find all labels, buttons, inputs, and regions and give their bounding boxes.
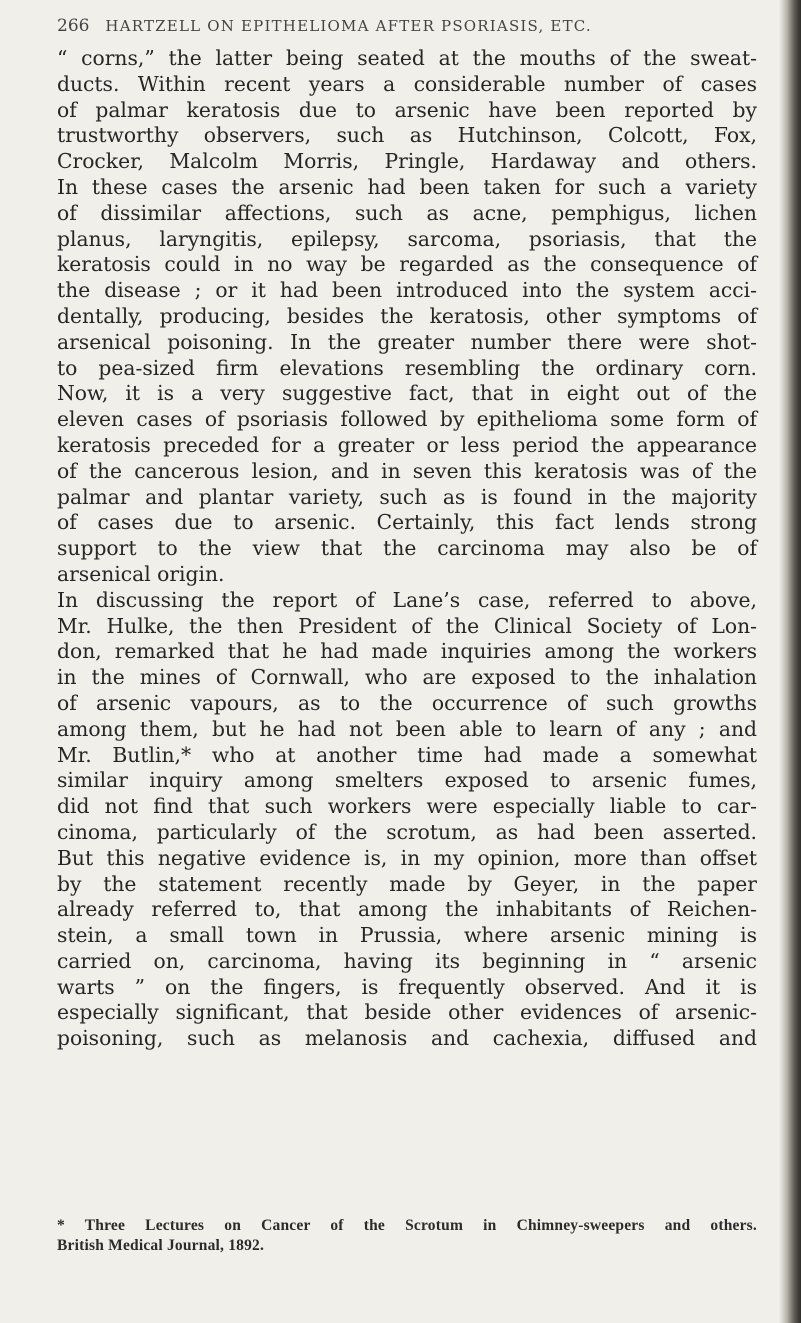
running-header [57,16,757,36]
text-line: of palmar keratosis due to arsenic have been reported by [57,97,757,122]
text-line: carried on, carcinoma, having its beginning in “ arsenic [57,948,757,973]
text-line: warts ” on the fingers, is frequently observed. And it is [57,974,757,999]
text-line: of cases due to arsenic. Certainly, this fact lends strong [57,510,757,535]
text-line: the disease ; or it had been introduced into the system acci- [57,278,757,303]
text-line: In discussing the report of Lane’s case, referred to above, [57,587,757,612]
text-line: arsenical poisoning. In the greater number there were shot- [57,329,757,354]
footnote [57,1216,757,1256]
text-line: But this negative evidence is, in my opinion, more than offset [57,845,757,870]
text-line: similar inquiry among smelters exposed to arsenic fumes, [57,768,757,793]
text-line: support to the view that the carcinoma may also be of [57,536,757,561]
body-text [57,46,757,1052]
text-line: stein, a small town in Prussia, where arsenic mining is [57,923,757,948]
text-line: especially significant, that beside other evidences of arsenic- [57,1000,757,1025]
running-title: HARTZELL ON EPITHELIOMA AFTER PSORIASIS, ETC. [105,17,592,35]
text-line: Mr. Butlin,* who at another time had made a somewhat [57,742,757,767]
text-line: eleven cases of psoriasis followed by epithelioma some form of [57,407,757,432]
text-line: “ corns,” the latter being seated at the mouths of the sweat- [57,46,757,70]
footnote-line: British Medical Journal, 1892. [57,1237,265,1254]
footnote-line: * Three Lectures on Cancer of the Scrotum in Chimney-sweepers and others. [57,1217,757,1234]
text-line: already referred to, that among the inhabitants of Reichen- [57,897,757,922]
text-line: of arsenic vapours, as to the occurrence of such growths [57,690,757,715]
page-edge-shadow [779,0,801,1323]
text-line: planus, laryngitis, epilepsy, sarcoma, psoriasis, that the [57,226,757,251]
text-line: among them, but he had not been able to learn of any ; and [57,716,757,741]
text-line: to pea-sized firm elevations resembling the ordinary corn. [57,355,757,380]
text-line: dentally, producing, besides the keratosis, other symptoms of [57,303,757,328]
text-line: palmar and plantar variety, such as is found in the majority [57,484,757,509]
text-line: Mr. Hulke, the then President of the Clinical Society of Lon- [57,613,757,638]
text-line: don, remarked that he had made inquiries among the workers [57,639,757,664]
text-line: cinoma, particularly of the scrotum, as had been asserted. [57,819,757,844]
text-line: In these cases the arsenic had been taken for such a variety [57,174,757,199]
text-line: Crocker, Malcolm Morris, Pringle, Hardaway and others. [57,149,757,174]
text-line: arsenical origin. [57,561,225,586]
text-line: Now, it is a very suggestive fact, that in eight out of the [57,381,757,406]
text-line: trustworthy observers, such as Hutchinson, Colcott, Fox, [57,123,757,148]
text-line: did not find that such workers were especially liable to car- [57,794,757,819]
text-line: keratosis could in no way be regarded as the consequence of [57,252,757,277]
text-line: poisoning, such as melanosis and cachexia, diffused and [57,1026,757,1051]
text-line: keratosis preceded for a greater or less period the appearance [57,432,757,457]
page-number: 266 [57,16,90,36]
text-line: of the cancerous lesion, and in seven this keratosis was of the [57,458,757,483]
text-line: of dissimilar affections, such as acne, pemphigus, lichen [57,200,757,225]
text-line: in the mines of Cornwall, who are exposed to the inhalation [57,665,757,690]
text-line: by the statement recently made by Geyer, in the paper [57,871,757,896]
text-line: ducts. Within recent years a considerable number of cases [57,71,757,96]
